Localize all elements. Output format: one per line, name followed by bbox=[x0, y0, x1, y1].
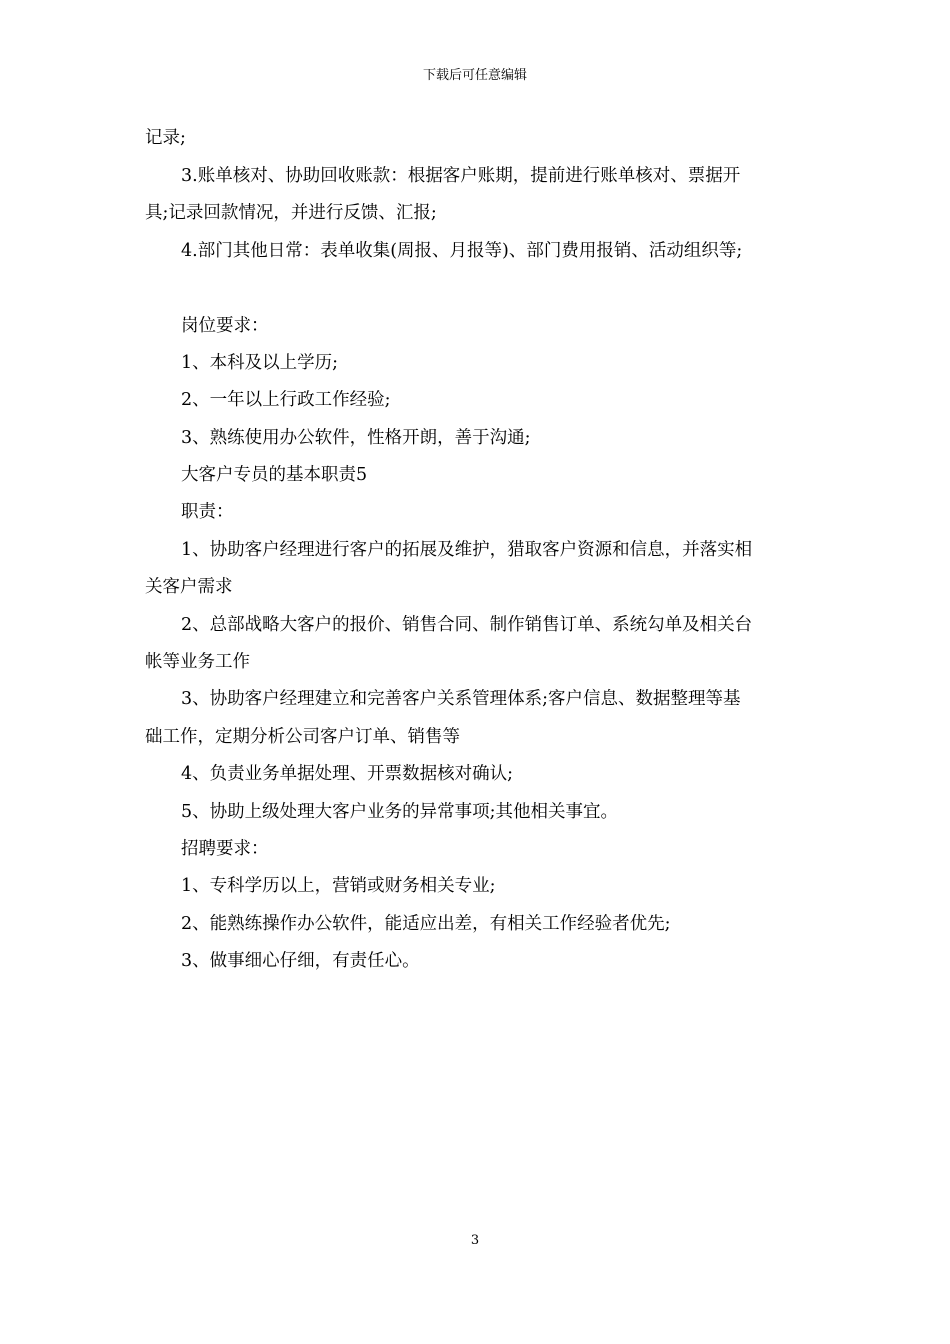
list-item: 5、协助上级处理大客户业务的异常事项;其他相关事宜。 bbox=[181, 802, 619, 822]
list-item: 4、负责业务单据处理、开票数据核对确认; bbox=[181, 764, 514, 784]
paragraph-line: 3.账单核对、协助回收账款：根据客户账期，提前进行账单核对、票据开 bbox=[181, 166, 741, 186]
list-item: 3、做事细心仔细，有责任心。 bbox=[181, 951, 420, 971]
list-item: 1、专科学历以上，营销或财务相关专业; bbox=[181, 876, 496, 896]
page-number: 3 bbox=[470, 1233, 480, 1248]
list-item: 2、总部战略大客户的报价、销售合同、制作销售订单、系统勾单及相关台 bbox=[181, 615, 753, 635]
section-title: 大客户专员的基本职责5 bbox=[181, 465, 368, 485]
section-heading: 岗位要求： bbox=[181, 316, 269, 336]
list-item: 1、协助客户经理进行客户的拓展及维护，猎取客户资源和信息，并落实相 bbox=[181, 540, 753, 560]
list-item: 3、协助客户经理建立和完善客户关系管理体系;客户信息、数据整理等基 bbox=[181, 689, 741, 709]
list-item-continuation: 关客户需求 bbox=[145, 577, 233, 597]
list-item: 2、能熟练操作办公软件，能适应出差，有相关工作经验者优先; bbox=[181, 914, 671, 934]
list-item-continuation: 础工作，定期分析公司客户订单、销售等 bbox=[145, 727, 460, 747]
page-header-note: 下载后可任意编辑 bbox=[422, 68, 527, 83]
section-heading: 职责： bbox=[181, 502, 234, 522]
paragraph-line: 记录; bbox=[145, 128, 186, 148]
paragraph-line: 4.部门其他日常：表单收集(周报、月报等)、部门费用报销、活动组织等; bbox=[181, 241, 743, 261]
list-item-continuation: 帐等业务工作 bbox=[145, 652, 250, 672]
list-item: 3、熟练使用办公软件，性格开朗，善于沟通; bbox=[181, 428, 531, 448]
paragraph-line: 具;记录回款情况，并进行反馈、汇报; bbox=[145, 203, 437, 223]
list-item: 2、一年以上行政工作经验; bbox=[181, 390, 391, 410]
list-item: 1、本科及以上学历; bbox=[181, 353, 339, 373]
section-heading: 招聘要求： bbox=[181, 839, 269, 859]
